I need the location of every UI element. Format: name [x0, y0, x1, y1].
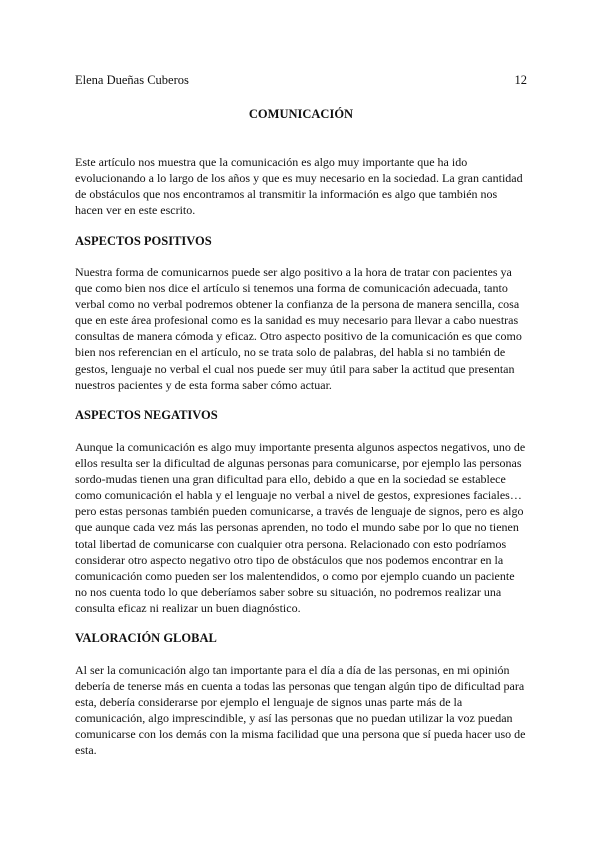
section-body-global-assessment: Al ser la comunicación algo tan importante para el día a día de las personas, en mi opinión debería de tenerse más en cuenta a todas las personas que tengan algún tipo de dificultad para esta, debería considerarse por ejemplo el lenguaje de signos unas parte más de la comunicación, algo imprescindible, y así las personas que no puedan utilizar la voz puedan comunicarse con los demás con la misma facilidad que una persona que sí pueda hacer uso de esta. — [75, 663, 526, 758]
page-number: 12 — [514, 73, 527, 87]
section-body-negative: Aunque la comunicación es algo muy importante presenta algunos aspectos negativos, uno de ellos resulta ser la dificultad de algunas personas para comunicarse, por ejemplo las personas sordo-mudas tienen una gran dificultad para ello, debido a que en la sociedad se establece como comunicación el habla y el lenguaje no verbal a nivel de gestos, expresiones faciales… pero estas personas también pueden comunicarse, a través de lenguaje de signos, pero es algo que aunque cada vez más las personas aprenden, no todo el mundo sabe por lo que no tienen total libertad de comunicarse con cualquier otra persona. Relacionado con esto podríamos considerar otro aspecto negativo otro tipo de obstáculos que nos podemos encontrar en la comunicación como pueden ser los malentendidos, o como por ejemplo cuando un paciente no nos cuenta todo lo que deberíamos saber sobre su situación, no podremos realizar una consulta eficaz ni realizar un buen diagnóstico. — [75, 440, 526, 615]
section-heading-global-assessment: VALORACIÓN GLOBAL — [75, 631, 217, 645]
section-heading-positive: ASPECTOS POSITIVOS — [75, 234, 212, 248]
page-header — [75, 72, 527, 88]
section-heading-negative: ASPECTOS NEGATIVOS — [75, 408, 218, 422]
section-body-positive: Nuestra forma de comunicarnos puede ser algo positivo a la hora de tratar con pacientes ya que como bien nos dice el artículo si tenemos una forma de comunicación adecuada, tanto verbal como no verbal podremos obtener la confianza de la persona de manera sencilla, cosa que en este área profesional como es la sanidad es muy necesario para llevar a cabo nuestras consultas de manera cómoda y eficaz. Otro aspecto positivo de la comunicación es que como bien nos referencian en el artículo, no se trata solo de palabras, del habla si no también de gestos, lenguaje no verbal el cual nos puede ser muy útil para saber la actitud que presentan nuestros pacientes y de esta forma saber cómo actuar. — [75, 265, 522, 392]
intro-paragraph: Este artículo nos muestra que la comunicación es algo muy importante que ha ido evolucionando a lo largo de los años y que es muy necesario en la sociedad. La gran cantidad de obstáculos que nos encontramos al transmitir la información es algo que también nos hacen ver en este escrito. — [75, 155, 523, 218]
author-name: Elena Dueñas Cuberos — [75, 73, 189, 87]
document-title: COMUNICACIÓN — [248, 107, 354, 121]
